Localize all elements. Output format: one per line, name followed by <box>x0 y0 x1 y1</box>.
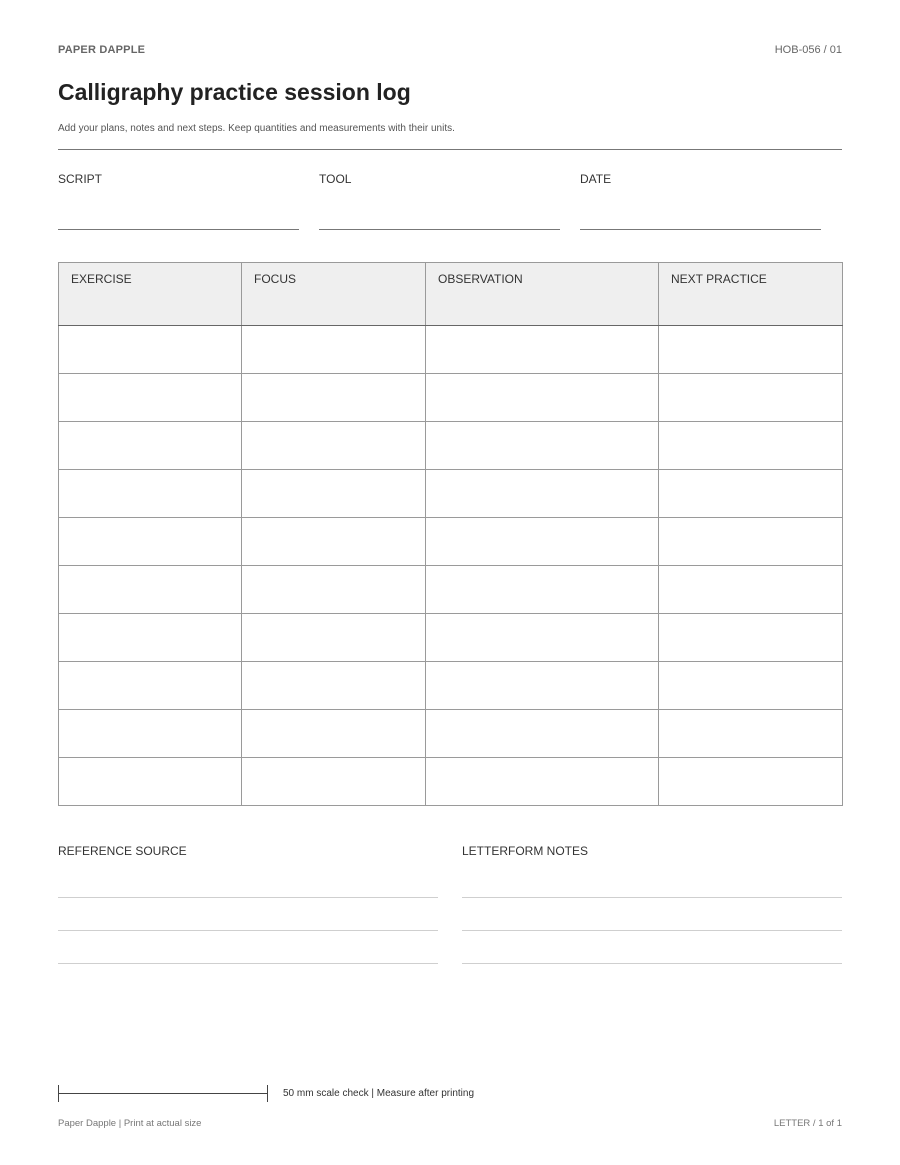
date-label: DATE <box>580 172 612 186</box>
table-cell[interactable] <box>426 326 659 374</box>
practice-log-table <box>58 262 843 806</box>
table-cell[interactable] <box>242 470 426 518</box>
header-divider <box>58 149 842 150</box>
table-cell[interactable] <box>59 710 242 758</box>
table-cell[interactable] <box>59 566 242 614</box>
table-cell[interactable] <box>242 710 426 758</box>
script-field[interactable] <box>58 172 299 186</box>
table-cell[interactable] <box>59 758 242 806</box>
table-cell[interactable] <box>59 662 242 710</box>
table-cell[interactable] <box>59 422 242 470</box>
table-body <box>59 326 843 806</box>
table-cell[interactable] <box>242 758 426 806</box>
table-row <box>59 422 843 470</box>
table-cell[interactable] <box>659 518 843 566</box>
table-cell[interactable] <box>659 326 843 374</box>
table-cell[interactable] <box>242 374 426 422</box>
column-header-next-practice: NEXT PRACTICE <box>659 263 843 326</box>
table-cell[interactable] <box>426 470 659 518</box>
scale-bar <box>58 1093 267 1094</box>
table-cell[interactable] <box>659 470 843 518</box>
date-field[interactable] <box>580 172 821 186</box>
table-cell[interactable] <box>59 374 242 422</box>
table-row <box>59 374 843 422</box>
table-cell[interactable] <box>659 566 843 614</box>
page-title: Calligraphy practice session log <box>58 79 411 105</box>
table-row <box>59 614 843 662</box>
table-cell[interactable] <box>426 614 659 662</box>
reference-source-section <box>58 844 438 858</box>
tool-write-line <box>319 229 560 230</box>
table-cell[interactable] <box>242 566 426 614</box>
script-label: SCRIPT <box>58 172 103 186</box>
letterform-notes-line-3[interactable] <box>462 963 842 964</box>
column-header-exercise: EXERCISE <box>59 263 242 326</box>
letterform-notes-line-1[interactable] <box>462 897 842 898</box>
table-row <box>59 566 843 614</box>
letterform-notes-line-2[interactable] <box>462 930 842 931</box>
page-subtitle: Add your plans, notes and next steps. Keep quantities and measurements with their units. <box>58 123 455 134</box>
table-cell[interactable] <box>242 614 426 662</box>
table-cell[interactable] <box>242 422 426 470</box>
table-cell[interactable] <box>426 662 659 710</box>
letterform-notes-label: LETTERFORM NOTES <box>462 844 589 858</box>
table-row <box>59 710 843 758</box>
date-write-line <box>580 229 821 230</box>
table-cell[interactable] <box>659 710 843 758</box>
scale-check-text: 50 mm scale check | Measure after printing <box>283 1088 475 1099</box>
table-cell[interactable] <box>659 614 843 662</box>
table-cell[interactable] <box>426 422 659 470</box>
table-cell[interactable] <box>659 374 843 422</box>
table-cell[interactable] <box>426 758 659 806</box>
document-id: HOB-056 / 01 <box>774 44 842 56</box>
table-cell[interactable] <box>59 518 242 566</box>
table-cell[interactable] <box>59 326 242 374</box>
table-cell[interactable] <box>59 470 242 518</box>
table-cell[interactable] <box>426 374 659 422</box>
tool-label: TOOL <box>319 172 352 186</box>
reference-source-line-2[interactable] <box>58 930 438 931</box>
reference-source-line-1[interactable] <box>58 897 438 898</box>
footer-note: Paper Dapple | Print at actual size <box>58 1118 202 1129</box>
column-header-observation: OBSERVATION <box>426 263 659 326</box>
letterform-notes-section <box>462 844 842 858</box>
scale-tick-end <box>267 1085 268 1102</box>
table-row <box>59 326 843 374</box>
script-write-line <box>58 229 299 230</box>
table-cell[interactable] <box>242 518 426 566</box>
table-row <box>59 758 843 806</box>
table-cell[interactable] <box>426 518 659 566</box>
tool-field[interactable] <box>319 172 560 186</box>
table-cell[interactable] <box>242 326 426 374</box>
reference-source-label: REFERENCE SOURCE <box>58 844 187 858</box>
table-cell[interactable] <box>59 614 242 662</box>
table-row <box>59 470 843 518</box>
table-header-row <box>59 263 843 326</box>
table-cell[interactable] <box>242 662 426 710</box>
reference-source-line-3[interactable] <box>58 963 438 964</box>
table-row <box>59 518 843 566</box>
table-cell[interactable] <box>426 566 659 614</box>
table-cell[interactable] <box>659 422 843 470</box>
table-cell[interactable] <box>426 710 659 758</box>
column-header-focus: FOCUS <box>242 263 426 326</box>
table-row <box>59 662 843 710</box>
table-cell[interactable] <box>659 662 843 710</box>
brand-name: PAPER DAPPLE <box>58 44 146 56</box>
page-indicator: LETTER / 1 of 1 <box>773 1118 842 1129</box>
table-cell[interactable] <box>659 758 843 806</box>
